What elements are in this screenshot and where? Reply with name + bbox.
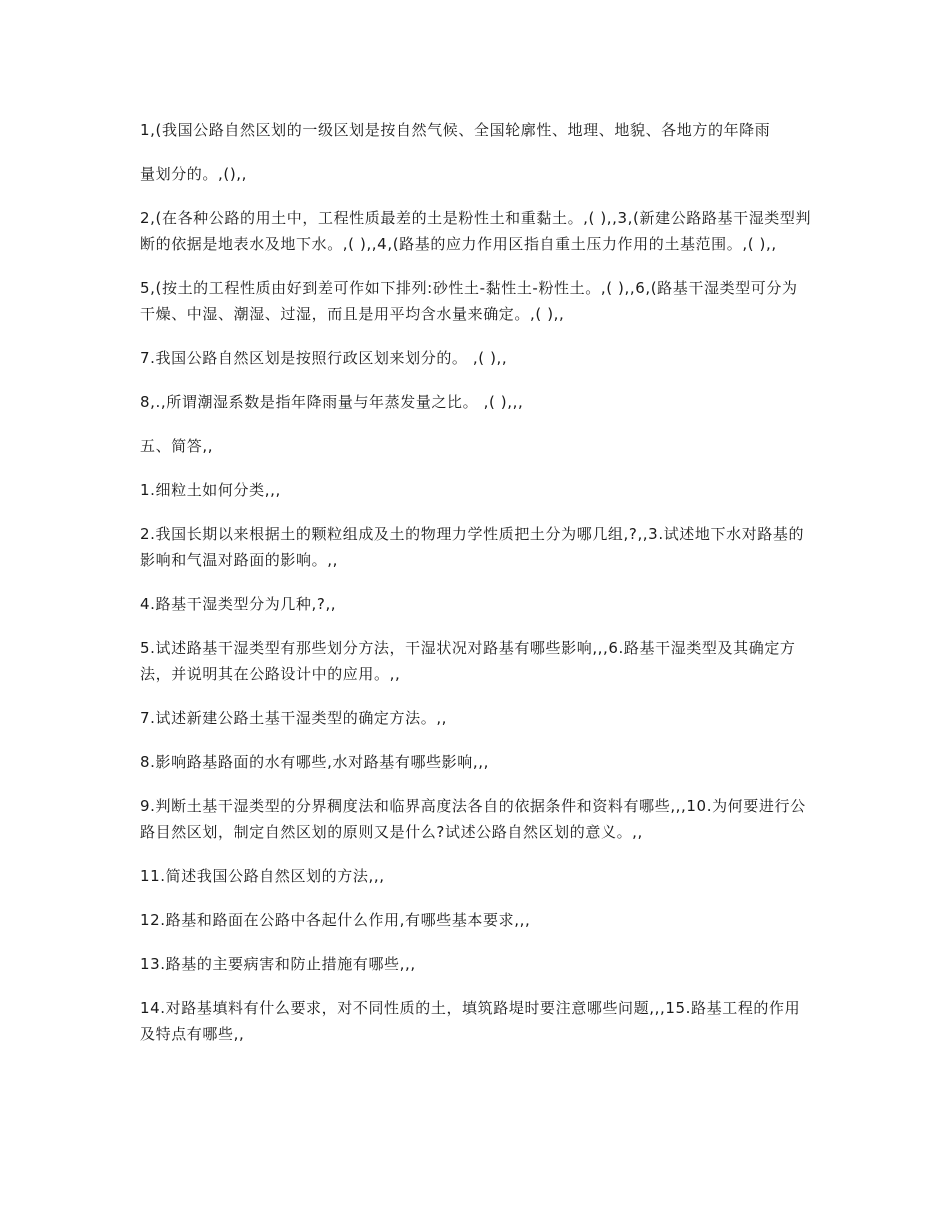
short-answer-14-15: 14.对路基填料有什么要求，对不同性质的土，填筑路堤时要注意哪些问题,,,15.路基工程的作用及特点有哪些,, <box>140 999 801 1043</box>
paragraph-q1-part2: 量划分的。,(),, <box>140 165 248 183</box>
short-answer-11: 11.简述我国公路自然区划的方法,,, <box>140 867 385 885</box>
paragraph-q7: 7.我国公路自然区划是按照行政区划来划分的。 ,( ),, <box>140 349 508 367</box>
paragraph-q1-part1: 1,(我国公路自然区划的一级区划是按自然气候、全国轮廓性、地理、地貌、各地方的年降雨 <box>140 121 771 139</box>
short-answer-9-10: 9.判断土基干湿类型的分界稠度法和临界高度法各自的依据条件和资料有哪些,,,10.为何要进行公路目然区划，制定自然区划的原则又是什么?试述公路自然区划的意义。,, <box>140 797 806 841</box>
short-answer-1: 1.细粒土如何分类,,, <box>140 481 281 499</box>
paragraph-q2-q4: 2,(在各种公路的用土中，工程性质最差的土是粉性土和重黏土。,( ),,3,(新建公路路基干湿类型判断的依据是地表水及地下水。,( ),,4,(路基的应力作用区指自重土压力作用的土基范围。,( ),, <box>140 209 812 253</box>
short-answer-7: 7.试述新建公路土基干湿类型的确定方法。,, <box>140 709 448 727</box>
short-answer-4: 4.路基干湿类型分为几种,?,, <box>140 595 337 613</box>
section-heading-short-answer: 五、简答,, <box>140 437 214 455</box>
document-body <box>140 117 812 1065</box>
paragraph-q8: 8,.,所谓潮湿系数是指年降雨量与年蒸发量之比。 ,( ),,, <box>140 393 524 411</box>
short-answer-8: 8.影响路基路面的水有哪些,水对路基有哪些影响,,, <box>140 753 489 771</box>
short-answer-12: 12.路基和路面在公路中各起什么作用,有哪些基本要求,,, <box>140 911 531 929</box>
short-answer-5-6: 5.试述路基干湿类型有那些划分方法，干湿状况对路基有哪些影响,,,6.路基干湿类型及其确定方法，并说明其在公路设计中的应用。,, <box>140 639 796 683</box>
short-answer-2-3: 2.我国长期以来根据土的颗粒组成及土的物理力学性质把土分为哪几组,?,,3.试述地下水对路基的影响和气温对路面的影响。,, <box>140 525 805 569</box>
paragraph-q5-q6: 5,(按土的工程性质由好到差可作如下排列:砂性土-黏性土-粉性土。,( ),,6,(路基干湿类型可分为干燥、中湿、潮湿、过湿，而且是用平均含水量来确定。,( ),, <box>140 279 798 323</box>
short-answer-13: 13.路基的主要病害和防止措施有哪些,,, <box>140 955 416 973</box>
